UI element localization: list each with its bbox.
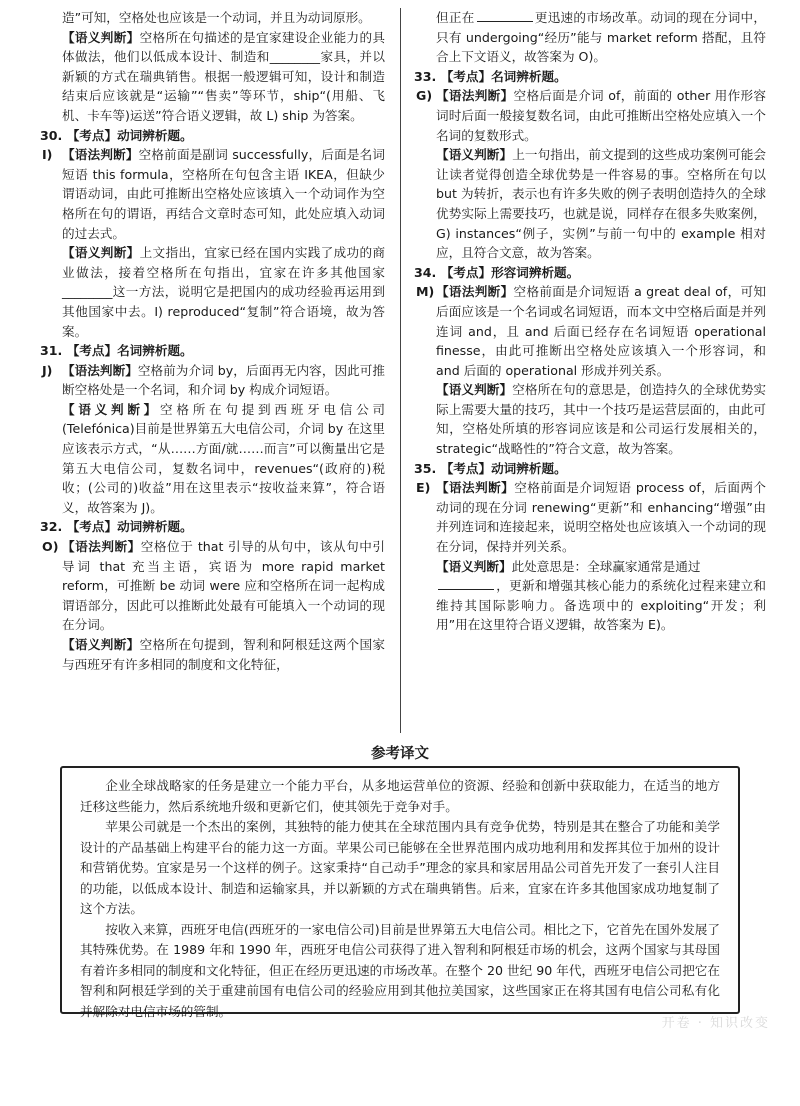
grammar-text: 空格前面是介词短语 process of，后面两个动词的现在分词 renewing“更新”和 enhancing“增强”由并列连词和连接起来，说明空格处也应该填入一个动词的现在分词，保持并列关系。 (436, 480, 767, 555)
answer-letter: I) (42, 147, 53, 163)
semantic-text: 上一句指出，前文提到的这些成功案例可能会让读者觉得创造全球优势是一件容易的事。空格所在句以 but 为转折，表示也有许多失败的例子表明创造持久的全球优势实际上需要技巧，也就是说，同样存在很多失败案例，G) instances“例子，实例”与前一句中的 example 相对应，且符合文意，故为答案。 (436, 147, 767, 261)
q31-heading: 31. 【考点】名词辨析题。 (40, 343, 193, 359)
grammar-tag: 【语法判断】 (62, 147, 139, 163)
semantic-text-b: ，更新和增强其核心能力的系统化过程来建立和维持其国际影响力。备选项中的 exploiting“开发；利用”用在这里符合语义逻辑，故答案为 E)。 (436, 578, 766, 633)
translation-paragraph: 企业全球战略家的任务是建立一个能力平台，从多地运营单位的资源、经验和创新中获取能力，在适当的地方迁移这些能力，然后系统地升级和更新它们，使其领先于竞争对手。 (80, 778, 720, 814)
right-continuation (414, 8, 766, 67)
answer-letter: G) (416, 88, 433, 104)
grammar-text: 空格前面是介词短语 a great deal of，可知后面应该是一个名词或名词短语，而本文中空格后面是并列连词 and，且 and 后面已经存在名词短语 operational finesse，由此可推断出空格处应该填入一个形容词，和 and 后面的 operational 形成并列关系。 (436, 284, 766, 378)
left-continuation: 造”可知，空格处也应该是一个动词，并且为动词原形。 (62, 10, 371, 25)
continuation-part-a: 但正在 (436, 10, 475, 25)
semantic-text: 空格所在句提到西班牙电信公司(Telefónica)目前是世界第五大电信公司，介词 by 在这里应该表示方式，“从……方面/就……而言”可以衡量出它是第五大电信公司，复数名词中，revenues“(政府的)税收；(公司的)收益”用在这里表示“按收益来算”，符合语义，故答案为 J)。 (62, 401, 386, 515)
grammar-tag: 【语法判断】 (62, 539, 141, 555)
semantic-text-a: 此处意思是：全球赢家通常是通过 (511, 558, 701, 574)
grammar-tag: 【语法判断】 (436, 88, 514, 104)
q30-semantic (40, 243, 385, 341)
continuation-part-b: 更迅速的市场改革。动词的现在分词中，只有 undergoing“经历”能与 market reform 搭配，且符合上下文语义，故答案为 O)。 (436, 10, 767, 65)
translation-box (60, 766, 740, 1019)
semantic-text: 空格所在句描述的是宜家建设企业能力的具体做法，他们以低成本设计、制造和________家具，并以新颖的方式在瑞典销售。根据一般逻辑可知，设计和制造结束后应该就是“运输”“售卖”等环节，ship“(用船、飞机、卡车等)运送”符合语义逻辑，故 L) ship 为答案。 (62, 29, 386, 123)
answer-letter: M) (416, 284, 435, 300)
grammar-text: 空格前为介词 by，后面再无内容，因此可推断空格处是一个名词，和介词 by 构成介词短语。 (62, 362, 385, 398)
grammar-text: 空格前面是副词 successfully，后面是名词短语 this formula，空格所在句包含主语 IKEA，但缺少谓语动词，由此可推断出空格处应该填入一个动词作为空格所在句的谓语，再结合文章时态可知，此处应填入动词的过去式。 (62, 147, 385, 241)
semantic-text: 空格所在句的意思是，创造持久的全球优势实际上需要大量的技巧，其中一个技巧是运营层面的，由此可知，空格处所填的形容词应该是和公司运行发展相关的，strategic“战略性的”符合文意，故为答案。 (436, 382, 767, 457)
semantic-tag: 【语义判断】 (62, 29, 140, 45)
q32-grammar (40, 537, 385, 635)
q32-semantic (40, 635, 385, 674)
watermark: 开卷 · 知识改变 (661, 1016, 770, 1031)
answer-letter: O) (42, 539, 59, 555)
semantic-text: 空格所在句提到，智利和阿根廷这两个国家与西班牙有许多相同的制度和文化特征， (62, 637, 386, 672)
q34-heading: 34. 【考点】形容词辨析题。 (414, 264, 580, 280)
q34-semantic (414, 380, 766, 458)
semantic-tag: 【语义判断】 (436, 147, 513, 163)
q33-grammar (414, 86, 766, 145)
answer-letter: E) (416, 480, 431, 496)
grammar-tag: 【语法判断】 (436, 480, 515, 496)
semantic-tag: 【语义判断】 (62, 401, 161, 417)
q35-heading: 35. 【考点】动词辨析题。 (414, 460, 567, 476)
q35-grammar (414, 478, 766, 556)
q31-semantic (40, 400, 385, 518)
left-semantic-31prev (40, 28, 385, 126)
semantic-tag: 【语义判断】 (62, 245, 140, 261)
grammar-text: 空格位于 that 引导的从句中，该从句中引导词 that 充当主语，宾语为 more rapid market reform，可推断 be 动词 were 应和空格所在词一起构成谓语部分，因此可以推断此处最有可能填入一个动词的现在分词。 (62, 539, 386, 633)
translation-paragraph: 苹果公司就是一个杰出的案例，其独特的能力使其在全球范围内具有竞争优势，特别是其在整合了功能和美学设计的产品基础上构建平台的能力这一方面。苹果公司已能够在全世界范围内成功地利用和发挥其位于加州的设计和营销优势。宜家是另一个这样的例子。这家秉持“自己动手”理念的家具和家居用品公司首先开发了一套引人注目的功能，以低成本设计、制造和运输家具，并以新颖的方式在瑞典销售。后来，宜家在许多其他国家成功地复制了这个方法。 (80, 819, 720, 916)
translation-paragraph: 按收入来算，西班牙电信(西班牙的一家电信公司)目前是世界第五大电信公司。相比之下，它首先在国外发展了其特殊优势。在 1989 年和 1990 年，西班牙电信公司获得了进入智利和阿根廷市场的机会，这两个国家与其母国有着许多相同的制度和文化特征，但正在经历更迅速的市场改革。在整个 20 世纪 90 年代，西班牙电信公司把它在智利和阿根廷学到的关于重建前国有电信公司的经验应用到其他拉美国家，这些国家正在将其国有电信公司私有化并解除对电信市场的管制。 (80, 921, 720, 1019)
q33-semantic (414, 145, 766, 263)
answer-letter: J) (42, 362, 53, 378)
semantic-tag: 【语义判断】 (436, 558, 512, 574)
grammar-tag: 【语法判断】 (62, 362, 138, 378)
q32-heading: 32. 【考点】动词辨析题。 (40, 519, 193, 535)
right-column (414, 8, 766, 635)
left-column (40, 8, 385, 674)
q33-heading: 33. 【考点】名词辨析题。 (414, 68, 567, 84)
q30-grammar (40, 145, 385, 243)
q35-semantic (414, 557, 766, 635)
q34-grammar (414, 282, 766, 380)
semantic-tag: 【语义判断】 (436, 382, 513, 398)
answer-blank (477, 9, 533, 22)
semantic-tag: 【语义判断】 (62, 637, 140, 652)
grammar-tag: 【语法判断】 (436, 284, 514, 300)
answer-blank (438, 577, 494, 590)
q31-grammar (40, 361, 385, 400)
grammar-text: 空格后面是介词 of，前面的 other 用作形容词时后面一般接复数名词，由此可推断出空格处应填入一个名词的复数形式。 (436, 88, 767, 143)
translation-body (80, 776, 720, 1022)
translation-title: 参考译文 (371, 746, 429, 762)
q30-heading: 30. 【考点】动词辨析题。 (40, 127, 193, 143)
semantic-text: 上文指出，宜家已经在国内实践了成功的商业做法，接着空格所在句指出，宜家在许多其他国家________这一方法，说明它是把国内的成功经验再运用到其他国家中去。I) reproduced“复制”符合语境，故为答案。 (62, 245, 386, 339)
column-divider (400, 8, 401, 733)
